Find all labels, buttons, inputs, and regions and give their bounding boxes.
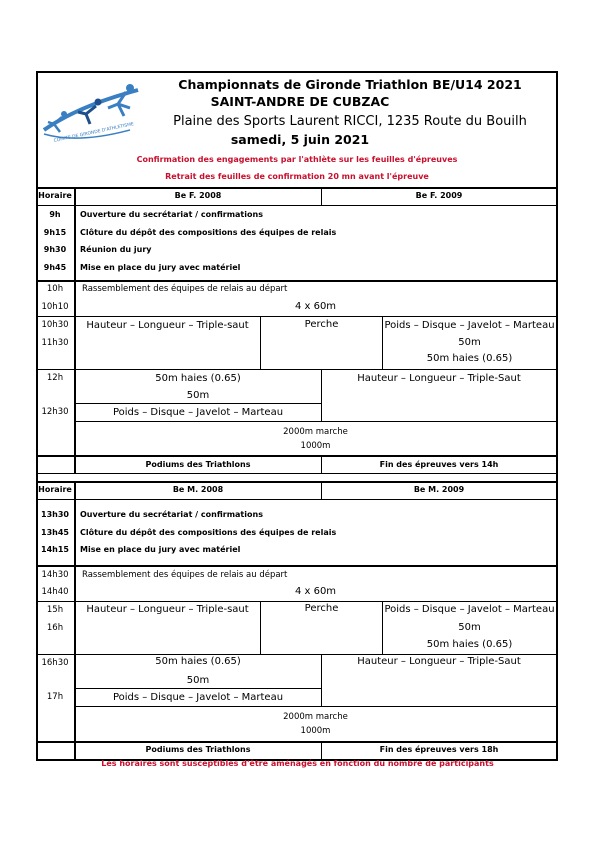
time-10h10: 10h10 [41,302,69,312]
time-13h30: 13h30 [41,510,69,519]
walk-2000m-m: 2000m marche [283,712,348,722]
admin-reunion: Réunion du jury [80,245,152,254]
walk-1000m: 1000m [300,441,331,451]
time-11h30: 11h30 [41,338,69,348]
podiums-m: Podiums des Triathlons [145,745,251,754]
time-13h45: 13h45 [41,528,69,537]
header-address: Plaine des Sports Laurent RICCI, 1235 Route du Bouilh [173,114,527,129]
time-17h: 17h [46,692,64,702]
relay-4x60-m: 4 x 60m [294,586,337,597]
podiums: Podiums des Triathlons [145,460,251,469]
walk-1000m-m: 1000m [300,726,331,736]
notice-retrait: Retrait des feuilles de confirmation 20 mn avant l'épreuve [165,172,429,181]
col-horaire: Horaire [38,191,72,200]
walk-2000m: 2000m marche [283,427,348,437]
header-date: samedi, 5 juin 2021 [230,132,370,147]
perche-m: Perche [304,603,339,614]
jumps-2009: Hauteur – Longueur – Triple-Saut [357,373,521,384]
hurdles-2009-m: 50m haies (0.65) [426,639,513,650]
sprint-2008-m: 50m [186,675,210,686]
time-12h30: 12h30 [41,407,69,417]
admin-cloture: Clôture du dépôt des compositions des équipes de relais [80,228,337,237]
relay-gather-m: Rassemblement des équipes de relais au départ [82,570,288,580]
time-10h30: 10h30 [41,320,69,330]
hurdles-2008-m: 50m haies (0.65) [155,656,241,667]
sprint-2008: 50m [186,390,210,401]
time-10h: 10h [46,284,64,294]
hurdles-2009: 50m haies (0.65) [426,353,513,364]
time-14h30: 14h30 [41,570,69,580]
throws-2008-m: Poids – Disque – Javelot – Marteau [112,692,284,703]
time-12h: 12h [46,373,64,383]
time-14h15: 14h15 [41,545,69,554]
admin-ouverture: Ouverture du secrétariat / confirmations [80,210,263,219]
hurdles-2008: 50m haies (0.65) [155,373,241,384]
relay-gather: Rassemblement des équipes de relais au départ [82,284,288,294]
header-venue-town: SAINT-ANDRE DE CUBZAC [210,94,390,109]
sprint-2009-m: 50m [458,622,481,633]
notice-confirmation: Confirmation des engagements par l'athlète sur les feuilles d'épreuves [136,155,458,164]
footer-note: Les horaires sont susceptibles d'être aménagés en fonction du nombre de participants [101,759,494,768]
time-16h: 16h [46,623,64,633]
throws-2009: Poids – Disque – Javelot – Marteau [384,320,555,331]
admin-jury: Mise en place du jury avec matériel [80,263,241,272]
jumps-2009-m: Hauteur – Longueur – Triple-Saut [357,656,521,667]
admin-jury-m: Mise en place du jury avec matériel [80,545,241,554]
time-15h: 15h [46,605,64,615]
end-time-m: Fin des épreuves vers 18h [379,745,499,754]
col-be-m-2009: Be M. 2009 [413,485,465,494]
time-9h15: 9h15 [43,228,67,237]
time-16h30: 16h30 [41,658,69,668]
jumps-2008: Hauteur – Longueur – Triple-saut [86,320,249,331]
time-14h40: 14h40 [41,587,69,597]
header-title: Championnats de Gironde Triathlon BE/U14 2021 [178,77,522,92]
time-9h: 9h [49,210,61,219]
admin-ouverture-m: Ouverture du secrétariat / confirmations [80,510,263,519]
jumps-2008-m: Hauteur – Longueur – Triple-saut [86,604,249,615]
logo-text: COMITE DE GIRONDE D'ATHLETISME [53,122,135,144]
col-be-f-2009: Be F. 2009 [415,191,463,200]
relay-4x60: 4 x 60m [294,301,337,312]
col-horaire-m: Horaire [38,485,72,494]
logo [38,78,142,146]
time-9h30: 9h30 [43,245,67,254]
sprint-2009: 50m [458,337,481,348]
perche: Perche [304,319,339,330]
throws-2009-m: Poids – Disque – Javelot – Marteau [384,604,555,615]
col-be-m-2008: Be M. 2008 [172,485,224,494]
admin-cloture-m: Clôture du dépôt des compositions des équipes de relais [80,528,337,537]
col-be-f-2008: Be F. 2008 [174,191,222,200]
end-time: Fin des épreuves vers 14h [379,460,499,469]
time-9h45: 9h45 [43,263,67,272]
throws-2008: Poids – Disque – Javelot – Marteau [112,407,284,418]
